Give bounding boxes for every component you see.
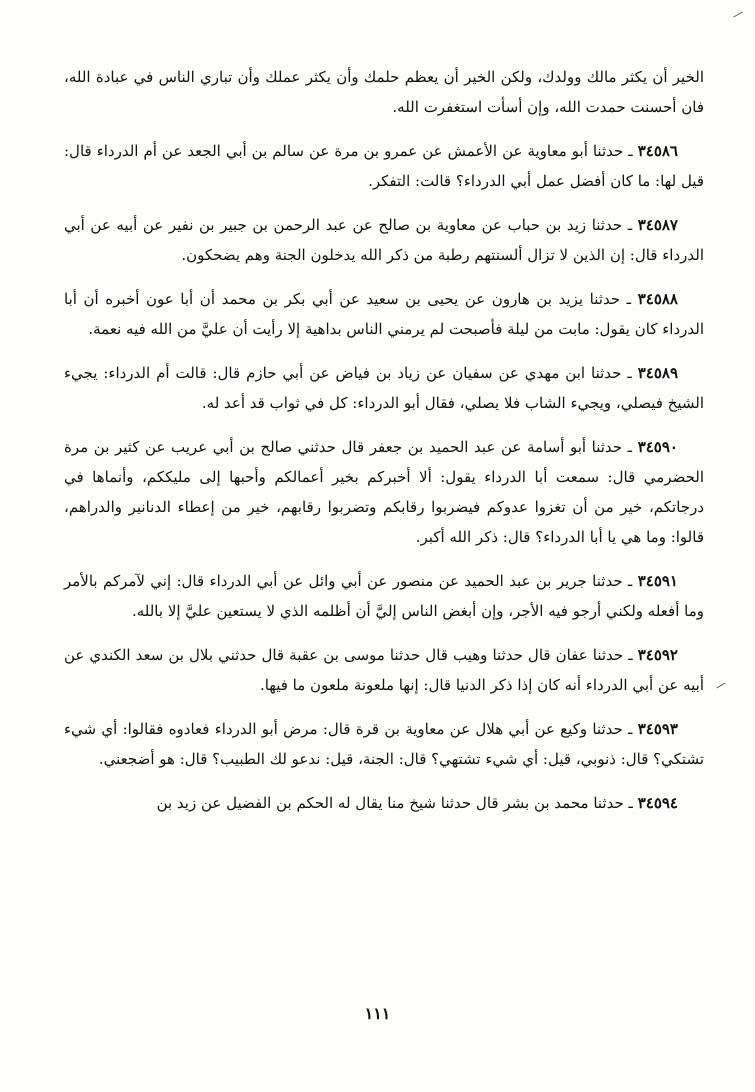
hadith-number: ٣٤٥٩٤ <box>637 794 678 812</box>
page-body <box>64 62 704 832</box>
hadith-text: ـ حدثنا أبو معاوية عن الأعمش عن عمرو بن مرة عن سالم بن أبي الجعد عن أم الدرداء قال: قيل لها: ما كان أفضل عمل أبي الدرداء؟ قالت: التفكر. <box>64 142 704 190</box>
hadith-34590 <box>64 432 704 552</box>
hadith-text: ـ حدثنا عفان قال حدثنا وهيب قال حدثنا موسى بن عقبة قال حدثني بلال بن سعد الكندي عن أبيه عن أبي الدرداء أنه كان إذا ذكر الدنيا قال: إنها ملعونة ملعون ما فيها. <box>64 646 704 694</box>
scan-artifact <box>733 12 742 18</box>
scan-artifact <box>716 683 725 689</box>
hadith-text: ـ حدثنا ابن مهدي عن سفيان عن زياد بن فياض عن أبي حازم قال: قالت أم الدرداء: يجيء الشيخ فيصلي، ويجيء الشاب فلا يصلي، فقال أبو الدرداء: كل في ثواب قد أعد له. <box>64 364 704 412</box>
hadith-34594 <box>64 788 704 818</box>
hadith-34587 <box>64 210 704 270</box>
hadith-text: ـ حدثنا زيد بن حباب عن معاوية بن صالح عن عبد الرحمن بن جبير بن نفير عن أبيه عن أبي الدرداء قال: إن الذين لا تزال ألسنتهم رطبة من ذكر الله يدخلون الجنة وهم يضحكون. <box>64 216 704 264</box>
hadith-34591 <box>64 566 704 626</box>
paragraph-continuation <box>64 62 704 122</box>
hadith-34589 <box>64 358 704 418</box>
hadith-text: ـ حدثنا جرير بن عبد الحميد عن منصور عن أبي وائل عن أبي الدرداء قال: إني لآمركم بالأمر وما أفعله ولكني أرجو فيه الأجر، وإن أبغض الناس إليَّ أن أظلمه الذي لا يستعين عليَّ إلا بالله. <box>64 572 704 620</box>
hadith-number: ٣٤٥٩٣ <box>637 720 678 738</box>
hadith-text: ـ حدثنا محمد بن بشر قال حدثنا شيخ منا يقال له الحكم بن الفضيل عن زيد بن <box>156 794 633 812</box>
hadith-number: ٣٤٥٨٩ <box>637 364 679 382</box>
hadith-text: ـ حدثنا يزيد بن هارون عن يحيى بن سعيد عن أبي بكر بن محمد أن أبا عون أخبره أن أبا الدرداء كان يقول: مابت من ليلة فأصبحت لم يرمني الناس بداهية إلا رأيت أن عليَّ من الله فيه نعمة. <box>64 290 704 338</box>
hadith-number: ٣٤٥٩٠ <box>637 438 678 456</box>
hadith-34593 <box>64 714 704 774</box>
hadith-number: ٣٤٥٩٢ <box>637 646 678 664</box>
hadith-number: ٣٤٥٨٦ <box>637 142 678 160</box>
hadith-34592 <box>64 640 704 700</box>
hadith-34588 <box>64 284 704 344</box>
hadith-34586 <box>64 136 704 196</box>
page-number: ١١١ <box>364 1004 391 1023</box>
hadith-number: ٣٤٥٨٧ <box>637 216 678 234</box>
hadith-number: ٣٤٥٨٨ <box>637 290 678 308</box>
paragraph-text: الخير أن يكثر مالك وولدك، ولكن الخير أن يعظم حلمك وأن يكثر عملك وأن تباري الناس في عبادة الله، فان أحسنت حمدت الله، وإن أسأت استغفرت الله. <box>64 68 704 116</box>
hadith-text: ـ حدثنا أبو أسامة عن عبد الحميد بن جعفر قال حدثني صالح بن أبي عريب عن كثير بن مرة الحضرمي قال: سمعت أبا الدرداء يقول: ألا أخبركم بخير أعمالكم وأحبها إلى مليككم، وأنماها في درجاتكم، خير من أن تغزوا عدوكم فيضربوا رقابكم وتضربوا رقابهم، خير من إعطاء الدنانير والدراهم، قالوا: وما هي يا أبا الدرداء؟ قال: ذكر الله أكبر. <box>64 438 704 546</box>
hadith-text: ـ حدثنا وكيع عن أبي هلال عن معاوية بن قرة قال: مرض أبو الدرداء فعادوه فقالوا: أي شيء تشتكي؟ قال: ذنوبي، قيل: أي شيء تشتهي؟ قال: الجنة، قيل: ندعو لك الطبيب؟ قال: هو أضجعني. <box>64 720 704 768</box>
hadith-number: ٣٤٥٩١ <box>637 572 678 590</box>
